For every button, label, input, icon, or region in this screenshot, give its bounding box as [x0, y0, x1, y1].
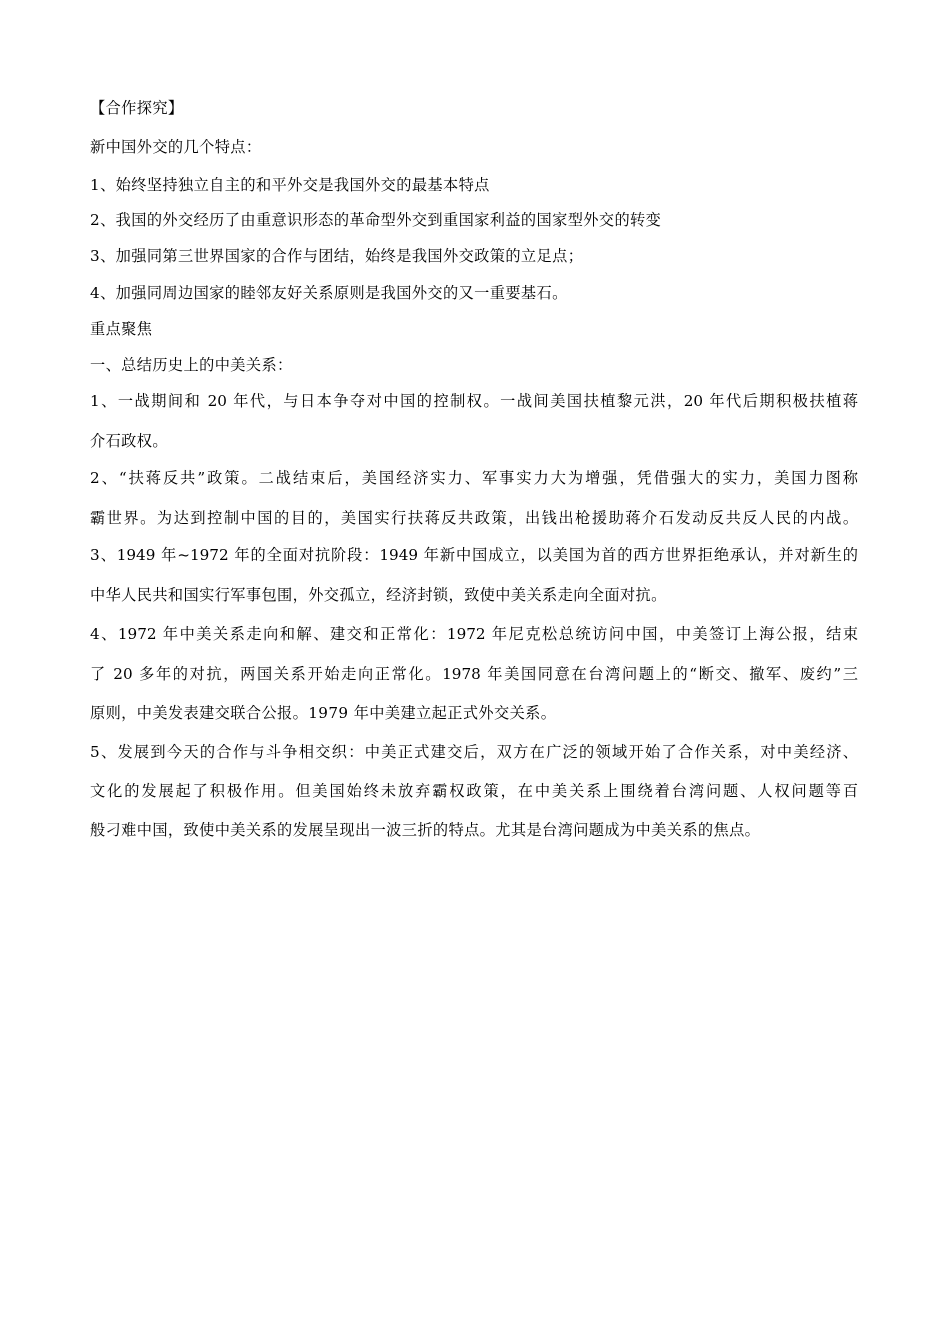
feature-item-4: 4、加强同周边国家的睦邻友好关系原则是我国外交的又一重要基石。 [90, 284, 568, 302]
paragraph-line: 般刁难中国，致使中美关系的发展呈现出一波三折的特点。尤其是台湾问题成为中美关系的焦点。 [90, 821, 761, 839]
paragraph-line: 原则，中美发表建交联合公报。1979 年中美建立起正式外交关系。 [90, 704, 557, 722]
intro-line: 新中国外交的几个特点： [90, 138, 262, 156]
paragraph-line: 3、1949 年~1972 年的全面对抗阶段：1949 年新中国成立，以美国为首的西方世界拒绝承认，并对新生的 [90, 546, 858, 564]
paragraph-line: 介石政权。 [90, 432, 168, 450]
paragraph-line: 了 20 多年的对抗，两国关系开始走向正常化。1978 年美国同意在台湾问题上的“断交、撤军、废约”三 [90, 665, 858, 683]
paragraph-line: 1、一战期间和 20 年代，与日本争夺对中国的控制权。一战间美国扶植黎元洪，20 年代后期积极扶植蒋 [90, 392, 858, 410]
paragraph-line: 4、1972 年中美关系走向和解、建交和正常化：1972 年尼克松总统访问中国，中美签订上海公报，结束 [90, 625, 858, 643]
feature-item-2: 2、我国的外交经历了由重意识形态的革命型外交到重国家利益的国家型外交的转变 [90, 211, 662, 229]
paragraph-line: 霸世界。为达到控制中国的目的，美国实行扶蒋反共政策，出钱出枪援助蒋介石发动反共反人民的内战。 [90, 509, 858, 527]
feature-item-1: 1、始终坚持独立自主的和平外交是我国外交的最基本特点 [90, 176, 490, 194]
paragraph-line: 2、“扶蒋反共”政策。二战结束后，美国经济实力、军事实力大为增强，凭借强大的实力，美国力图称 [90, 469, 858, 487]
paragraph-line: 文化的发展起了积极作用。但美国始终未放弃霸权政策，在中美关系上围绕着台湾问题、人权问题等百 [90, 782, 858, 800]
paragraph-line: 中华人民共和国实行军事包围，外交孤立，经济封锁，致使中美关系走向全面对抗。 [90, 586, 667, 604]
paragraph-line: 5、发展到今天的合作与斗争相交织：中美正式建交后，双方在广泛的领域开始了合作关系，对中美经济、 [90, 743, 858, 761]
focus-title: 重点聚焦 [90, 320, 153, 338]
section-title: 一、总结历史上的中美关系： [90, 356, 293, 374]
heading: 【合作探究】 [90, 99, 184, 117]
feature-item-3: 3、加强同第三世界国家的合作与团结，始终是我国外交政策的立足点； [90, 247, 584, 265]
